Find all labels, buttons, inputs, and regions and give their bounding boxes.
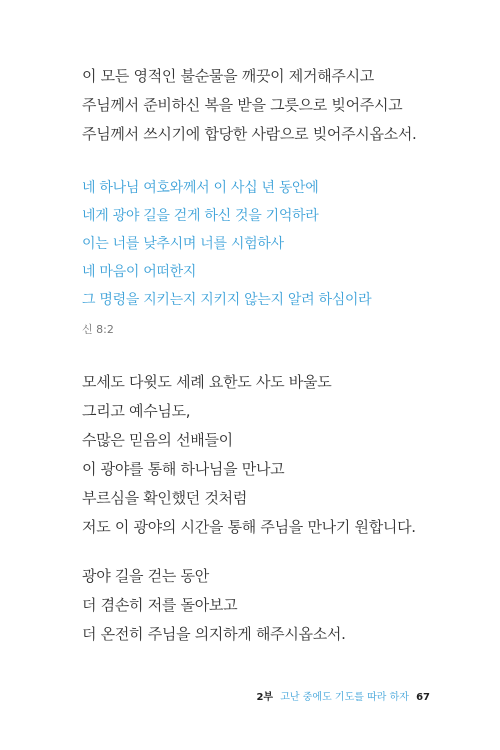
- text-line: 주님께서 준비하신 복을 받을 그릇으로 빚어주시고: [82, 96, 403, 114]
- text-line: 모세도 다윗도 세례 요한도 사도 바울도: [82, 373, 332, 391]
- text-line: 주님께서 쓰시기에 합당한 사람으로 빚어주시옵소서.: [82, 125, 417, 143]
- prayer-bottom-paragraph: [82, 562, 346, 649]
- prayer-middle-paragraph: [82, 368, 416, 542]
- text-line: 광야 길을 걷는 동안: [82, 567, 209, 585]
- text-line: 이 모든 영적인 불순물을 깨끗이 제거해주시고: [82, 67, 374, 85]
- text-line: 저도 이 광야의 시간을 통해 주님을 만나기 원합니다.: [82, 518, 416, 536]
- part-label: 2부: [256, 692, 274, 703]
- text-line: 수많은 믿음의 선배들이: [82, 431, 233, 449]
- text-line: 그리고 예수님도,: [82, 402, 191, 420]
- verse-line: 네 하나님 여호와께서 이 사십 년 동안에: [82, 180, 319, 196]
- text-line: 부르심을 확인했던 것처럼: [82, 489, 248, 507]
- prayer-top-paragraph: [82, 62, 417, 149]
- verse-line: 네 마음이 어떠한지: [82, 264, 197, 280]
- text-line: 더 겸손히 저를 돌아보고: [82, 596, 238, 614]
- page-footer: [256, 688, 430, 703]
- text-line: 이 광야를 통해 하나님을 만나고: [82, 460, 285, 478]
- verse-line: 네게 광야 길을 걷게 하신 것을 기억하라: [82, 208, 319, 224]
- chapter-title: 고난 중에도 기도를 따라 하자: [280, 692, 409, 703]
- page-number: 67: [416, 692, 430, 703]
- text-line: 더 온전히 주님을 의지하게 해주시옵소서.: [82, 625, 346, 643]
- verse-line: 그 명령을 지키는지 지키지 않는지 알려 하심이라: [82, 292, 372, 308]
- scripture-verse: [82, 174, 371, 314]
- verse-line: 이는 너를 낮추시며 너를 시험하사: [82, 236, 284, 252]
- verse-reference: 신 8:2: [82, 323, 114, 336]
